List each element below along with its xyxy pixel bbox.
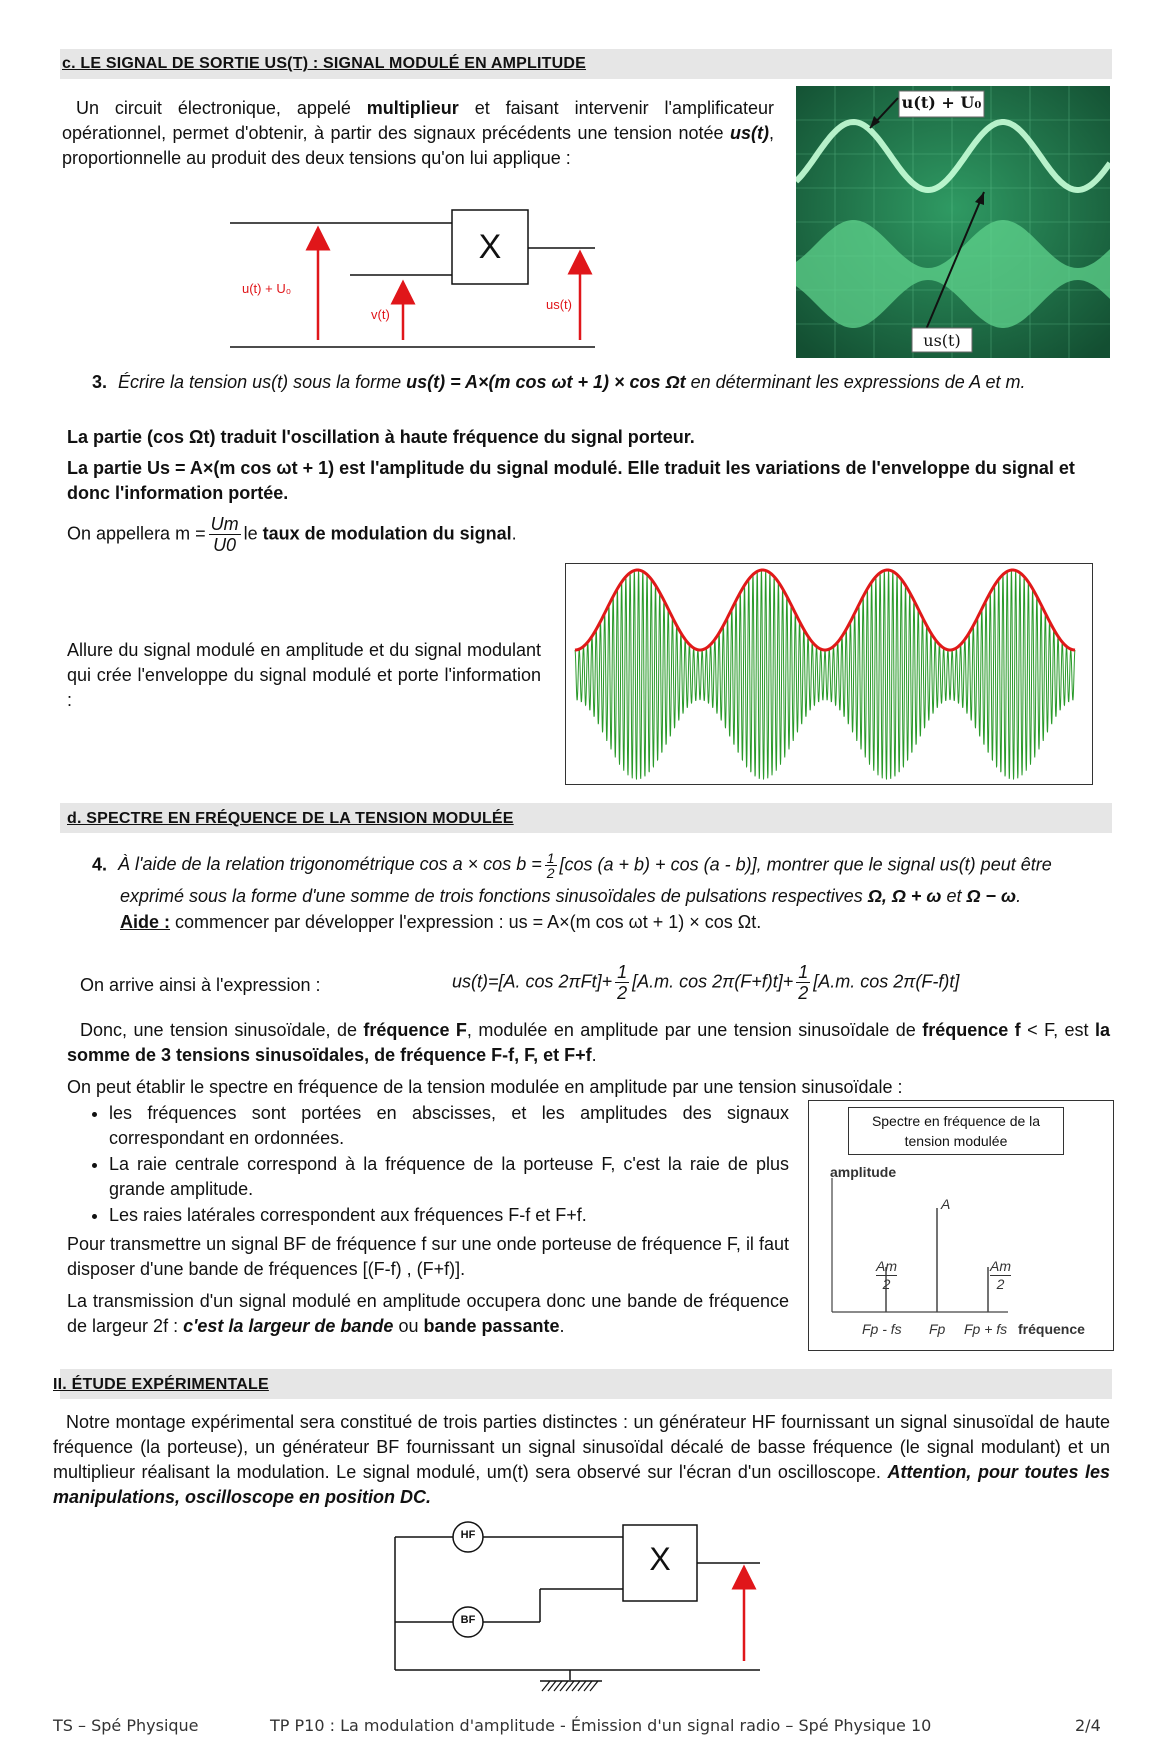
output-label: us(t) [546, 297, 572, 312]
half-fraction: $\frac{1}{2}$ [546, 850, 555, 881]
footer-center: TP P10 : La modulation d'amplitude - Émission d'un signal radio – Spé Physique 10 [270, 1716, 932, 1735]
donc-paragraph: Donc, une tension sinusoïdale, de fréquence F, modulée en amplitude par une tension sinusoïdale de fréquence f < F, est la somme de 3 tensions sinusoïdales, de fréquence F-f, F, et F+f. [67, 1020, 1110, 1065]
modulation-fraction: $\frac{Um}{U0}$ [210, 514, 239, 555]
transmit-paragraph: Pour transmettre un signal BF de fréquence f sur une onde porteuse de fréquence F, il faut disposer d'une bande de fréquences [(F-f) , (F+f)]. [67, 1234, 789, 1279]
experimental-paragraph: Notre montage expérimental sera constitué de trois parties distinctes : un générateur HF fournissant un signal sinusoïdal de haute fréquence (la porteuse), un générateur BF fournissant un signal sinusoïdal décalé de basse fréquence (le signal modulant) et un multiplieur réalisant la modulation. Le signal modulé, um(t) sera observé sur l'écran d'un oscilloscope. Attention, pour toutes les manipulations, oscilloscope en position DC. [53, 1412, 1110, 1507]
input1-label: u(t) + U₀ [242, 281, 292, 296]
question-4: 4. À l'aide de la relation trigonométrique cos a × cos b = $\frac{1}{2}$ [cos (a + b) + cos (a - b)], montrer que le signal us(t) peut être [92, 850, 1052, 881]
question-4-aide: Aide : commencer par développer l'expression : us = A×(m cos ωt + 1) × cos Ωt. [120, 912, 762, 932]
spectrum-tick-right: Fp + fs [964, 1321, 1008, 1337]
bullet-item: • La raie centrale correspond à la fréquence de la porteuse F, c'est la raie de plus grande amplitude. [109, 1152, 789, 1202]
section-ii-title: II. ÉTUDE EXPÉRIMENTALE [53, 1376, 269, 1393]
spectrum-axes [808, 1160, 1112, 1340]
spectrum-tick-center: Fp [929, 1321, 946, 1337]
oscilloscope-image [796, 86, 1110, 358]
scope-top-label: u(t) + U₀ [901, 93, 982, 112]
circuit-multiplier-label: X [649, 1541, 671, 1577]
section-c-title: c. LE SIGNAL DE SORTIE US(T) : SIGNAL MODULÉ EN AMPLITUDE [62, 55, 587, 72]
footer-page-number: 2/4 [1075, 1716, 1101, 1735]
question-4-line2: exprimé sous la forme d'une somme de trois fonctions sinusoïdales de pulsations respectives Ω, Ω + ω et Ω − ω. [120, 886, 1022, 906]
modulation-rate-line: On appellera m = $\frac{Um}{U0}$ le taux de modulation du signal. [67, 514, 517, 555]
spectrum-y-label: amplitude [830, 1164, 897, 1180]
expression-formula: us(t)=[A. cos 2πFt]+ $\frac{1}{2}$ [A.m. cos 2π(F+f)t]+ $\frac{1}{2}$ [A.m. cos 2π(F-f)t] [452, 962, 960, 1003]
footer-left: TS – Spé Physique [53, 1716, 199, 1735]
bullet-item: • Les raies latérales correspondent aux fréquences F-f et F+f. [109, 1203, 789, 1228]
waveform-caption: Allure du signal modulé en amplitude et du signal modulant qui crée l'enveloppe du signal modulé et porte l'information : [67, 640, 541, 710]
spectrum-bullets [67, 1101, 789, 1229]
section-d-title: d. SPECTRE EN FRÉQUENCE DE LA TENSION MODULÉE [67, 810, 514, 827]
amplitude-part-text: La partie Us = A×(m cos ωt + 1) est l'amplitude du signal modulé. Elle traduit les variations de l'enveloppe du signal et donc l'information portée. [67, 458, 1075, 503]
spectrum-center-label: A [941, 1196, 951, 1212]
hf-generator-label: HF [460, 1529, 476, 1541]
am-waveform-figure [565, 563, 1093, 785]
experimental-circuit [380, 1505, 780, 1695]
expression-intro: On arrive ainsi à l'expression : [80, 975, 321, 995]
bf-generator-label: BF [460, 1614, 476, 1626]
bullet-item: • les fréquences sont portées en abscisses, et les amplitudes des signaux correspondant en ordonnées. [109, 1101, 789, 1151]
spectrum-right-amplitude: Am 2 [990, 1258, 1011, 1292]
spectrum-intro: On peut établir le spectre en fréquence de la tension modulée en amplitude par une tension sinusoïdale : [67, 1077, 903, 1097]
carrier-part-text: La partie (cos Ωt) traduit l'oscillation à haute fréquence du signal porteur. [67, 427, 695, 447]
spectrum-left-amplitude: Am 2 [876, 1258, 897, 1292]
multiplier-box-label: X [478, 228, 502, 266]
question-3: 3. Écrire la tension us(t) sous la forme us(t) = A×(m cos ωt + 1) × cos Ωt en déterminant les expressions de A et m. [92, 372, 1026, 392]
multiplier-diagram [220, 200, 610, 350]
input2-label: v(t) [371, 307, 390, 322]
spectrum-x-label: fréquence [1018, 1321, 1085, 1337]
spectrum-tick-left: Fp - fs [862, 1321, 902, 1337]
bandwidth-paragraph: La transmission d'un signal modulé en amplitude occupera donc une bande de fréquence de largeur 2f : c'est la largeur de bande ou bande passante. [67, 1291, 789, 1336]
scope-bottom-label: us(t) [923, 331, 961, 350]
spectrum-title-box: Spectre en fréquence de la tension modulée [848, 1107, 1064, 1155]
intro-paragraph: Un circuit électronique, appelé multiplieur et faisant intervenir l'amplificateur opérationnel, permet d'obtenir, à partir des signaux précédents une tension notée us(t), proportionnelle au produit des deux tensions qu'on lui applique : [62, 98, 774, 168]
